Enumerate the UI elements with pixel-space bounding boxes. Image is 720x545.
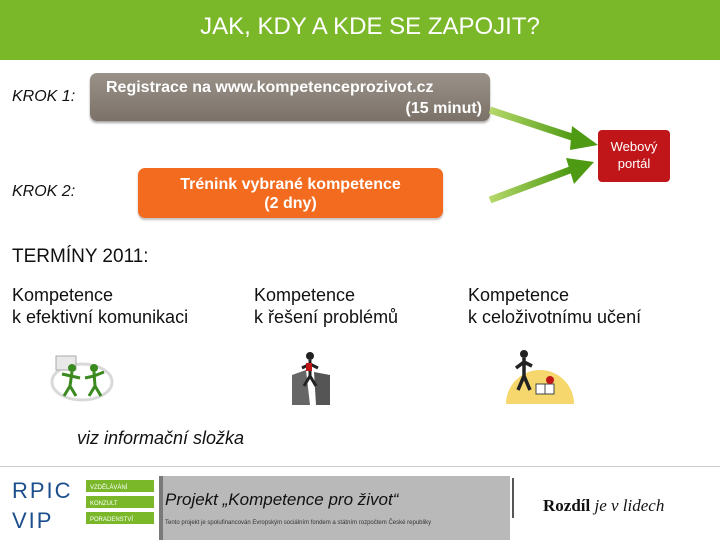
footer-divider (0, 466, 720, 467)
project-funding-note: Tento projekt je spolufinancován Evropským sociálním fondem a státním rozpočtem České republiky (165, 520, 432, 526)
registration-duration: (15 minut) (405, 100, 482, 117)
step-2-label: KROK 2: (12, 183, 76, 200)
competence-communication[interactable] (12, 284, 188, 328)
registration-box[interactable] (90, 73, 490, 121)
svg-text:VZDĚLÁVÁNÍ: VZDĚLÁVÁNÍ (90, 485, 128, 491)
competence-1-line-2: k efektivní komunikaci (12, 307, 189, 327)
arrow-step2-icon (490, 158, 594, 200)
rpic-vip-logo (8, 478, 168, 540)
registration-text: Registrace na www.kompetenceprozivot.cz (106, 79, 434, 96)
rpic-vip-logo-graphic (8, 478, 168, 540)
arrows-to-portal (470, 100, 610, 215)
page-title: JAK, KDY A KDE SE ZAPOJIT? (200, 13, 540, 40)
lifelong-learning-figure-icon (500, 346, 580, 404)
competence-1-line-1: Kompetence (12, 285, 114, 305)
project-banner (159, 476, 510, 540)
training-box[interactable] (138, 168, 443, 218)
problem-solving-figure-icon (288, 350, 333, 405)
information-folder-note: viz informační složka (77, 428, 245, 448)
step-1-label: KROK 1: (12, 88, 76, 105)
competence-problem-solving[interactable] (254, 284, 398, 328)
svg-text:RPIC: RPIC (12, 478, 73, 503)
footer-separator (512, 478, 514, 518)
training-duration: (2 dny) (264, 195, 317, 212)
training-text: Trénink vybrané kompetence (180, 176, 401, 193)
project-banner-accent (159, 476, 163, 540)
portal-line-1: Webový (610, 139, 658, 154)
svg-text:VIP: VIP (12, 508, 54, 533)
tagline-italic: je v lidech (590, 496, 665, 515)
communication-figures-icon (50, 352, 115, 402)
terms-heading: TERMÍNY 2011: (12, 246, 149, 267)
arrow-step1-icon (490, 110, 598, 150)
competence-3-line-1: Kompetence (468, 285, 570, 305)
competence-3-line-2: k celoživotnímu učení (468, 307, 642, 327)
competence-2-line-2: k řešení problémů (254, 307, 399, 327)
tagline (543, 496, 664, 516)
svg-text:KONZULT: KONZULT (90, 501, 118, 507)
svg-text:PORADENSTVÍ: PORADENSTVÍ (90, 517, 134, 523)
competence-lifelong-learning[interactable] (468, 284, 641, 328)
header-bar (0, 0, 720, 60)
tagline-bold: Rozdíl (543, 496, 591, 515)
project-title: Projekt „Kompetence pro život“ (165, 490, 399, 509)
portal-line-2: portál (617, 156, 651, 171)
competence-2-line-1: Kompetence (254, 285, 356, 305)
